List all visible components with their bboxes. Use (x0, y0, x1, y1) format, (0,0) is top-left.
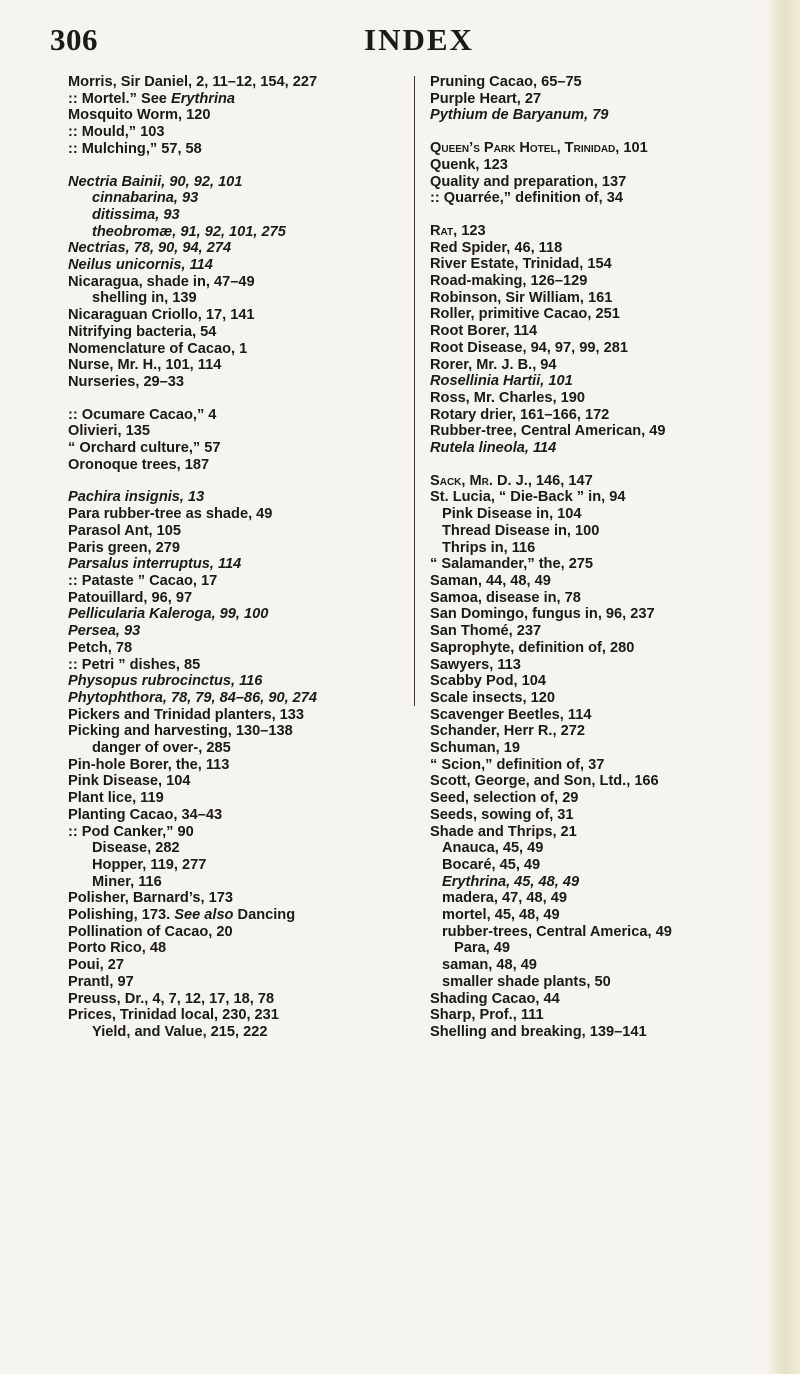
index-entry: Olivieri, 135 (68, 423, 150, 440)
index-entry: Shading Cacao, 44 (430, 990, 560, 1007)
index-entry: Pachira insignis, 13 (68, 489, 205, 506)
section-gap (430, 457, 760, 473)
index-entry: :: Petri ” dishes, 85 (68, 656, 201, 673)
index-entry: Polisher, Barnard’s, 173 (68, 890, 233, 907)
index-entry: Purple Heart, 27 (430, 90, 542, 107)
index-subentry: madera, 47, 48, 49 (442, 890, 567, 907)
section-gap (430, 124, 760, 140)
index-entry: Pickers and Trinidad planters, 133 (68, 706, 305, 723)
index-entry: River Estate, Trinidad, 154 (430, 256, 612, 273)
index-subentry: Erythrina, 45, 48, 49 (442, 873, 580, 890)
index-entry: St. Lucia, “ Die-Back ” in, 94 (430, 489, 626, 506)
index-subentry: Bocaré, 45, 49 (442, 856, 541, 873)
index-entry: Planting Cacao, 34–43 (68, 806, 223, 823)
index-entry: Quenk, 123 (430, 156, 508, 173)
index-entry: Oronoque trees, 187 (68, 456, 210, 473)
index-entry: Schander, Herr R., 272 (430, 723, 585, 740)
index-subentry: mortel, 45, 48, 49 (442, 907, 560, 924)
index-subentry: saman, 48, 49 (442, 957, 537, 974)
index-entry: :: Pod Canker,” 90 (68, 823, 194, 840)
index-entry: Nectria Bainii, 90, 92, 101 (68, 173, 243, 190)
index-entry: Scott, George, and Son, Ltd., 166 (430, 773, 659, 790)
index-entry: :: Ocumare Cacao,” 4 (68, 406, 217, 423)
index-entry: Phytophthora, 78, 79, 84–86, 90, 274 (68, 689, 318, 706)
section-gap (68, 473, 406, 489)
index-entry: Polishing, 173. See also Dancing (68, 907, 296, 924)
index-entry: Prices, Trinidad local, 230, 231 (68, 1007, 279, 1024)
index-entry: Poui, 27 (68, 957, 124, 974)
index-entry: Para rubber-tree as shade, 49 (68, 506, 273, 523)
index-subentry: ditissima, 93 (92, 206, 180, 223)
index-entry: Red Spider, 46, 118 (430, 239, 563, 256)
index-entry: Shelling and breaking, 139–141 (430, 1023, 647, 1040)
index-entry: Pollination of Cacao, 20 (68, 923, 233, 940)
index-entry: :: Mulching,” 57, 58 (68, 140, 202, 157)
index-entry: Rotary drier, 161–166, 172 (430, 406, 610, 423)
index-column-right (430, 74, 760, 1041)
index-subentry: cinnabarina, 93 (92, 190, 199, 207)
index-column-left (68, 74, 406, 1041)
index-entry: :: Pataste ” Cacao, 17 (68, 572, 218, 589)
index-entry: :: Quarrée,” definition of, 34 (430, 190, 623, 207)
index-entry: Nicaragua, shade in, 47–49 (68, 273, 255, 290)
page-header (0, 22, 800, 62)
index-entry: Sharp, Prof., 111 (430, 1007, 544, 1024)
index-entry: Persea, 93 (68, 623, 141, 640)
index-entry: Scale insects, 120 (430, 689, 555, 706)
index-subentry: Anauca, 45, 49 (442, 840, 544, 857)
index-entry: “ Salamander,” the, 275 (430, 556, 594, 573)
index-entry: Pin-hole Borer, the, 113 (68, 756, 230, 773)
index-subentry: smaller shade plants, 50 (442, 973, 611, 990)
index-entry: Petch, 78 (68, 639, 133, 656)
index-entry: Sawyers, 113 (430, 656, 521, 673)
section-gap (68, 391, 406, 407)
index-entry: Mosquito Worm, 120 (68, 107, 211, 124)
index-entry: “ Scion,” definition of, 37 (430, 756, 605, 773)
index-entry: Road-making, 126–129 (430, 273, 588, 290)
index-entry: Nicaraguan Criollo, 17, 141 (68, 307, 255, 324)
index-entry: Seed, selection of, 29 (430, 790, 579, 807)
index-entry: Preuss, Dr., 4, 7, 12, 17, 18, 78 (68, 990, 275, 1007)
index-subentry: Hopper, 119, 277 (92, 856, 207, 873)
index-entry: Rorer, Mr. J. B., 94 (430, 356, 557, 373)
section-gap (430, 207, 760, 223)
index-entry: Plant lice, 119 (68, 790, 164, 807)
index-entry: Nurseries, 29–33 (68, 373, 185, 390)
index-subentry: Para, 49 (454, 940, 510, 957)
index-entry: Robinson, Sir William, 161 (430, 289, 613, 306)
index-entry: Morris, Sir Daniel, 2, 11–12, 154, 227 (68, 74, 318, 90)
index-entry: Quality and preparation, 137 (430, 173, 627, 190)
index-entry: Pink Disease, 104 (68, 773, 191, 790)
index-entry: Saman, 44, 48, 49 (430, 572, 551, 589)
section-gap (68, 158, 406, 174)
index-entry: Picking and harvesting, 130–138 (68, 723, 293, 740)
page-number: 306 (50, 22, 98, 57)
index-entry: Rubber-tree, Central American, 49 (430, 423, 666, 440)
index-entry: “ Orchard culture,” 57 (68, 440, 221, 457)
index-entry: Saprophyte, definition of, 280 (430, 639, 635, 656)
index-entry: Prantl, 97 (68, 973, 134, 990)
index-subentry: Thrips in, 116 (442, 539, 536, 556)
index-subentry: rubber-trees, Central America, 49 (442, 923, 672, 940)
index-entry: Neilus unicornis, 114 (68, 257, 213, 274)
index-entry: Nomenclature of Cacao, 1 (68, 340, 248, 357)
index-entry: Root Borer, 114 (430, 323, 538, 340)
index-entry: Physopus rubrocinctus, 116 (68, 673, 263, 690)
index-entry: Paris green, 279 (68, 539, 180, 556)
index-subentry: danger of over-, 285 (92, 740, 231, 757)
index-subentry: Thread Disease in, 100 (442, 522, 600, 539)
index-entry: Nectrias, 78, 90, 94, 274 (68, 240, 232, 257)
index-subentry: Miner, 116 (92, 873, 162, 890)
index-entry: Pruning Cacao, 65–75 (430, 74, 582, 90)
running-head-title: INDEX (364, 22, 474, 57)
index-entry: Scabby Pod, 104 (430, 673, 546, 690)
index-entry: Roller, primitive Cacao, 251 (430, 306, 620, 323)
index-subentry: Disease, 282 (92, 840, 180, 857)
index-entry: Seeds, sowing of, 31 (430, 806, 574, 823)
index-entry: Parsalus interruptus, 114 (68, 556, 242, 573)
index-subentry: shelling in, 139 (92, 290, 197, 307)
index-entry: Samoa, disease in, 78 (430, 589, 581, 606)
index-entry: Rosellinia Hartii, 101 (430, 373, 573, 390)
index-entry: Porto Rico, 48 (68, 940, 167, 957)
index-entry: Patouillard, 96, 97 (68, 589, 193, 606)
index-entry: Rutela lineola, 114 (430, 440, 557, 457)
index-entry: Ross, Mr. Charles, 190 (430, 389, 585, 406)
index-entry: Root Disease, 94, 97, 99, 281 (430, 339, 628, 356)
index-entry: Nurse, Mr. H., 101, 114 (68, 357, 222, 374)
index-entry: :: Mould,” 103 (68, 124, 165, 141)
index-subentry: theobromæ, 91, 92, 101, 275 (92, 223, 286, 240)
index-entry: Pellicularia Kaleroga, 99, 100 (68, 606, 269, 623)
page-edge-shadow (766, 0, 800, 1374)
index-entry: San Domingo, fungus in, 96, 237 (430, 606, 655, 623)
index-entry: Schuman, 19 (430, 740, 521, 757)
index-entry: Parasol Ant, 105 (68, 522, 182, 539)
index-entry: Pythium de Baryanum, 79 (430, 107, 609, 124)
see-also-reference: See also (174, 907, 234, 924)
index-entry: Scavenger Beetles, 114 (430, 706, 592, 723)
index-subentry: Pink Disease in, 104 (442, 506, 582, 523)
index-subentry: Yield, and Value, 215, 222 (92, 1023, 268, 1040)
index-entry: Sack, Mr. D. J., 146, 147 (430, 472, 593, 489)
see-reference: Erythrina (170, 90, 236, 107)
index-entry: Queen’s Park Hotel, Trinidad, 101 (430, 140, 648, 157)
index-entry: San Thomé, 237 (430, 623, 542, 640)
index-entry: Nitrifying bacteria, 54 (68, 323, 217, 340)
column-divider (414, 76, 415, 706)
index-entry: Rat, 123 (430, 222, 486, 239)
index-entry: Shade and Thrips, 21 (430, 823, 577, 840)
index-entry: :: Mortel.” See Erythrina (68, 90, 236, 107)
